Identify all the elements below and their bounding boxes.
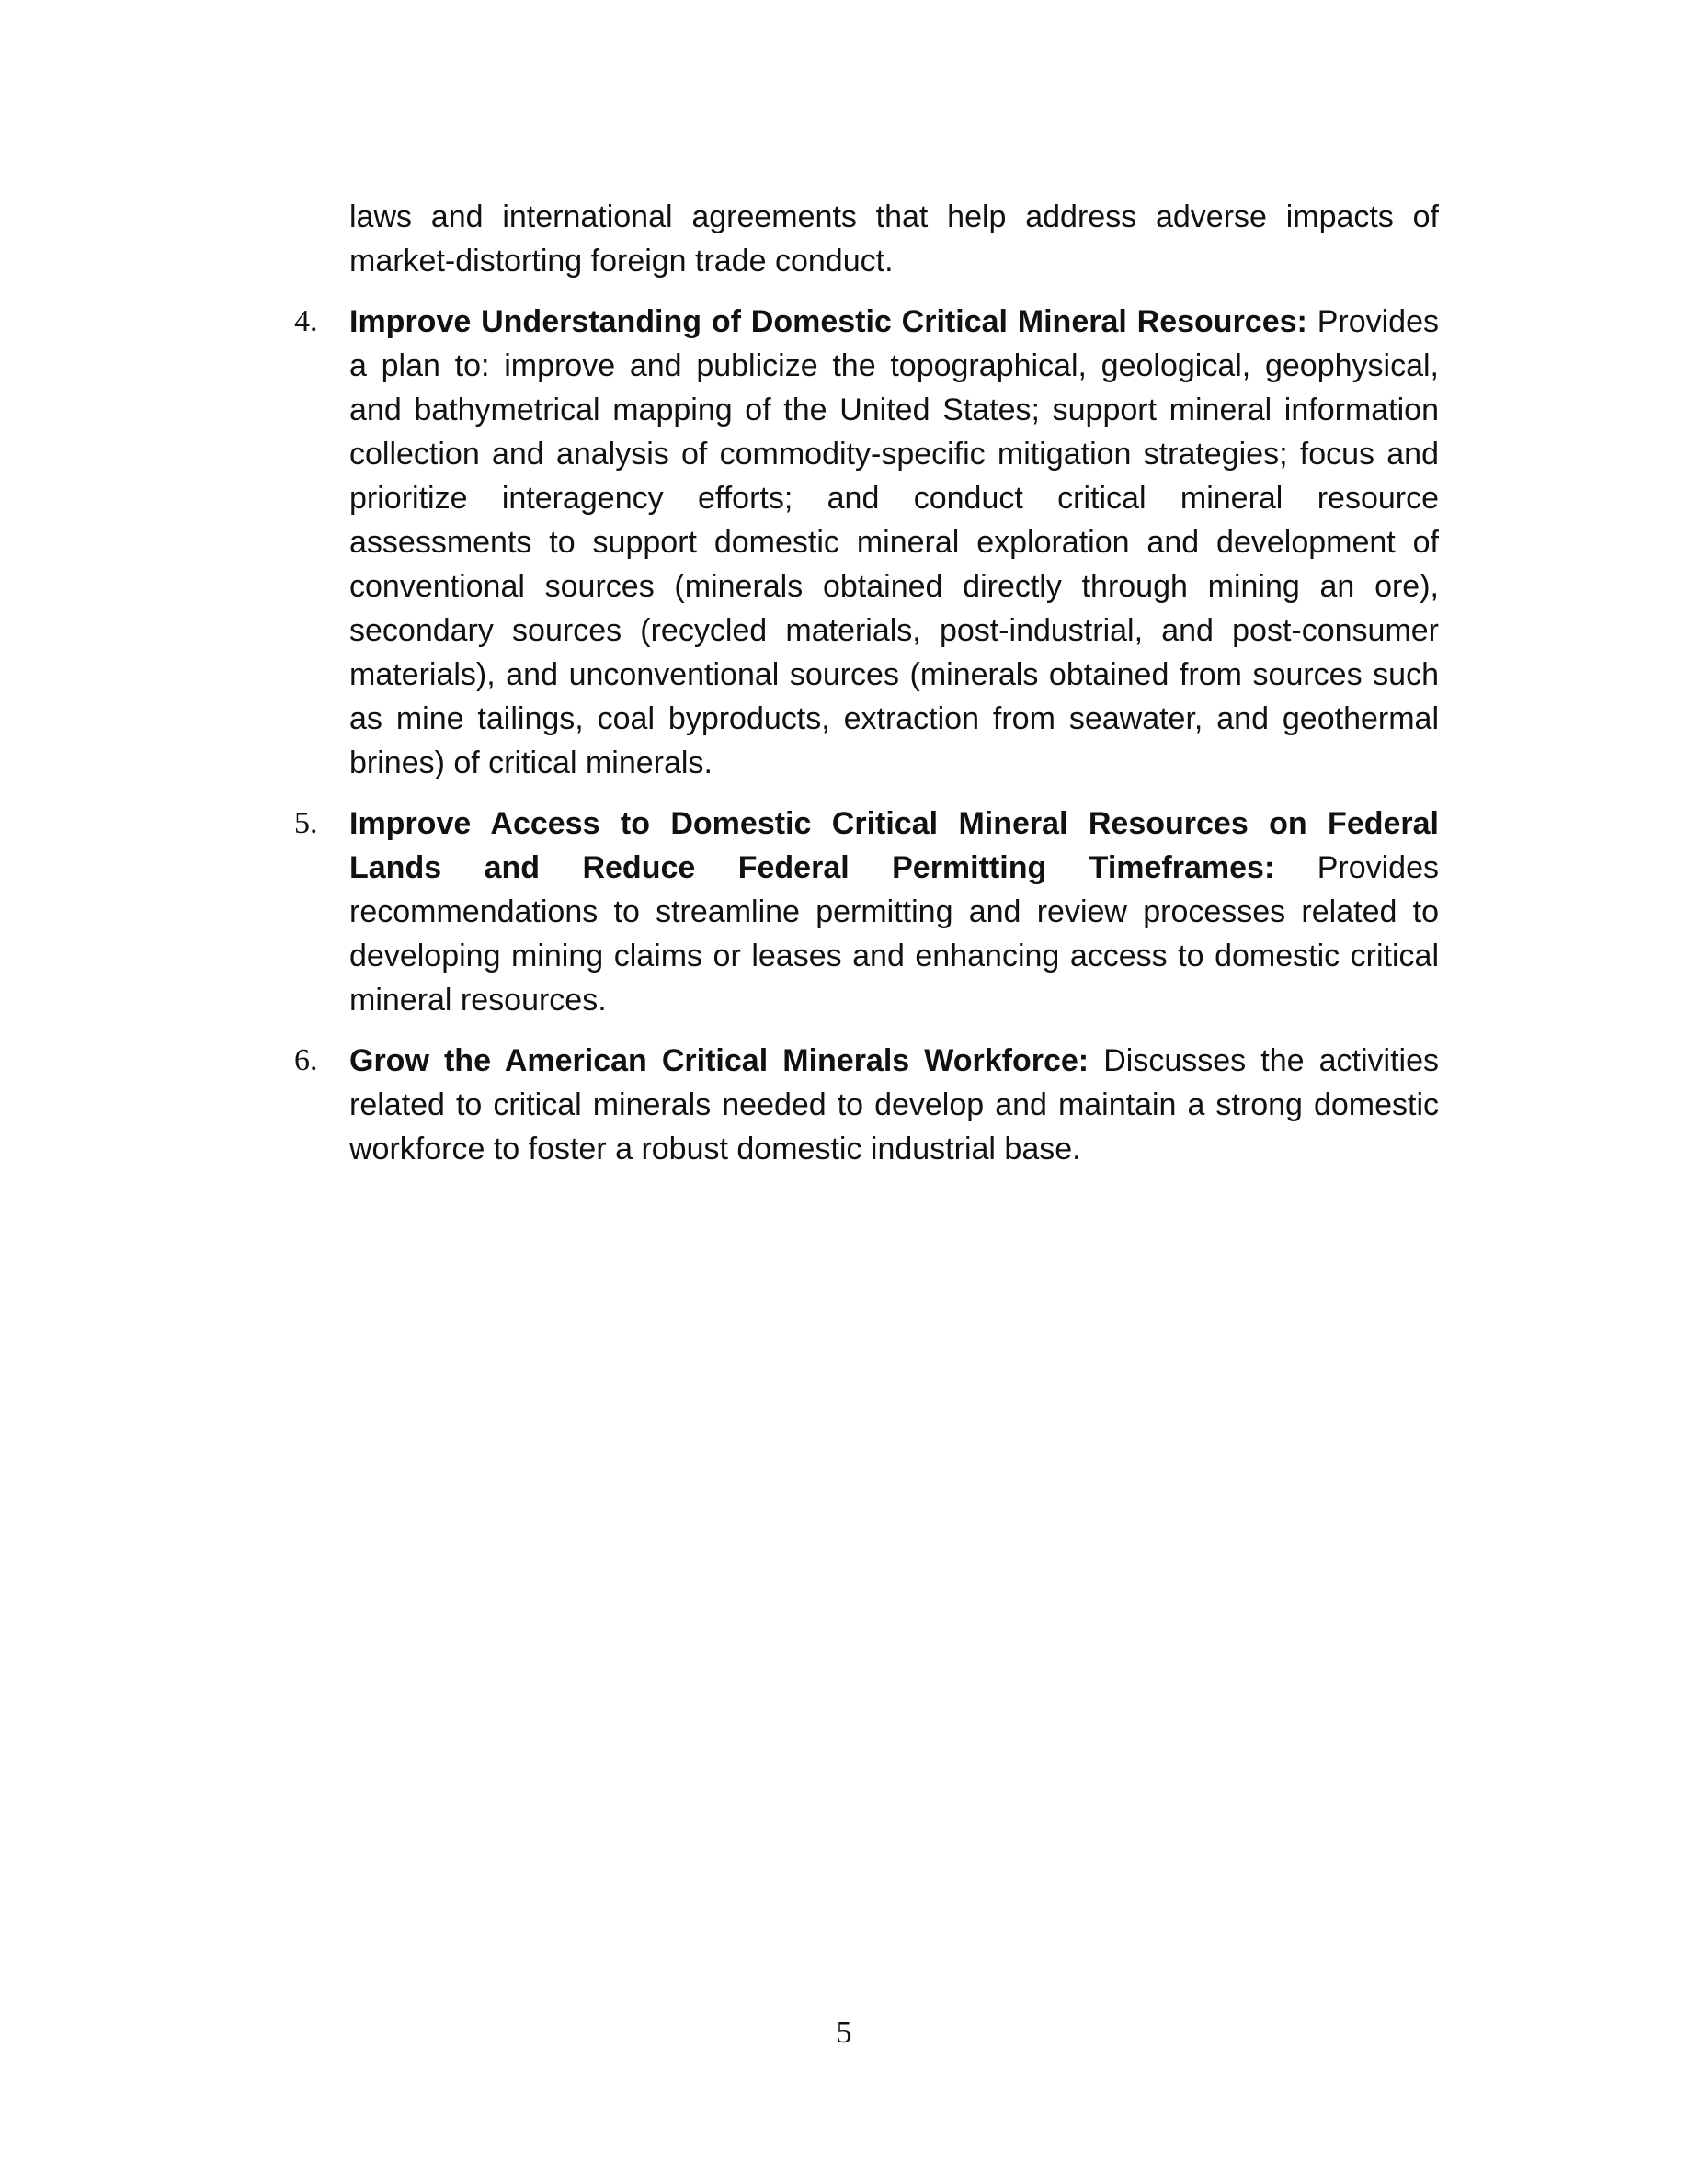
page-content	[294, 195, 1439, 1171]
page-number: 5	[836, 2016, 852, 2050]
list-item-number: 4.	[294, 304, 318, 338]
list-item-body: Provides recommendations to streamline permitting and review processes related to developing mining claims or leases and enhancing access to domestic critical mineral resources.	[349, 850, 1439, 1018]
list-item-5	[294, 802, 1439, 1022]
list-item-number: 5.	[294, 806, 318, 840]
list-item-4	[294, 300, 1439, 785]
list-item-body: Discusses the activities related to critical minerals needed to develop and maintain a strong domestic workforce to foster a robust domestic industrial base.	[349, 1043, 1439, 1166]
list-item-number: 6.	[294, 1043, 318, 1077]
list-item-body: Provides a plan to: improve and publicize the topographical, geological, geophysical, and bathymetrical mapping of the United States; support mineral information collection and analysis of commodity-specific mitigation strategies; focus and prioritize interagency efforts; and conduct critical mineral resource assessments to support domestic mineral exploration and development of conventional sources (minerals obtained directly through mining an ore), secondary sources (recycled materials, post-industrial, and post-consumer materials), and unconventional sources (minerals obtained from sources such as mine tailings, coal byproducts, extraction from seawater, and geothermal brines) of critical minerals.	[349, 304, 1439, 780]
numbered-list	[294, 300, 1439, 1171]
continued-paragraph: laws and international agreements that help address adverse impacts of market-distorting foreign trade conduct.	[349, 199, 1439, 279]
list-item-heading: Improve Understanding of Domestic Critical Mineral Resources:	[349, 304, 1317, 339]
list-item-heading: Grow the American Critical Minerals Workforce:	[349, 1043, 1104, 1078]
list-item-6	[294, 1039, 1439, 1171]
list-item-heading: Improve Access to Domestic Critical Mineral Resources on Federal Lands and Reduce Federal Permitting Timeframes:	[349, 806, 1439, 885]
